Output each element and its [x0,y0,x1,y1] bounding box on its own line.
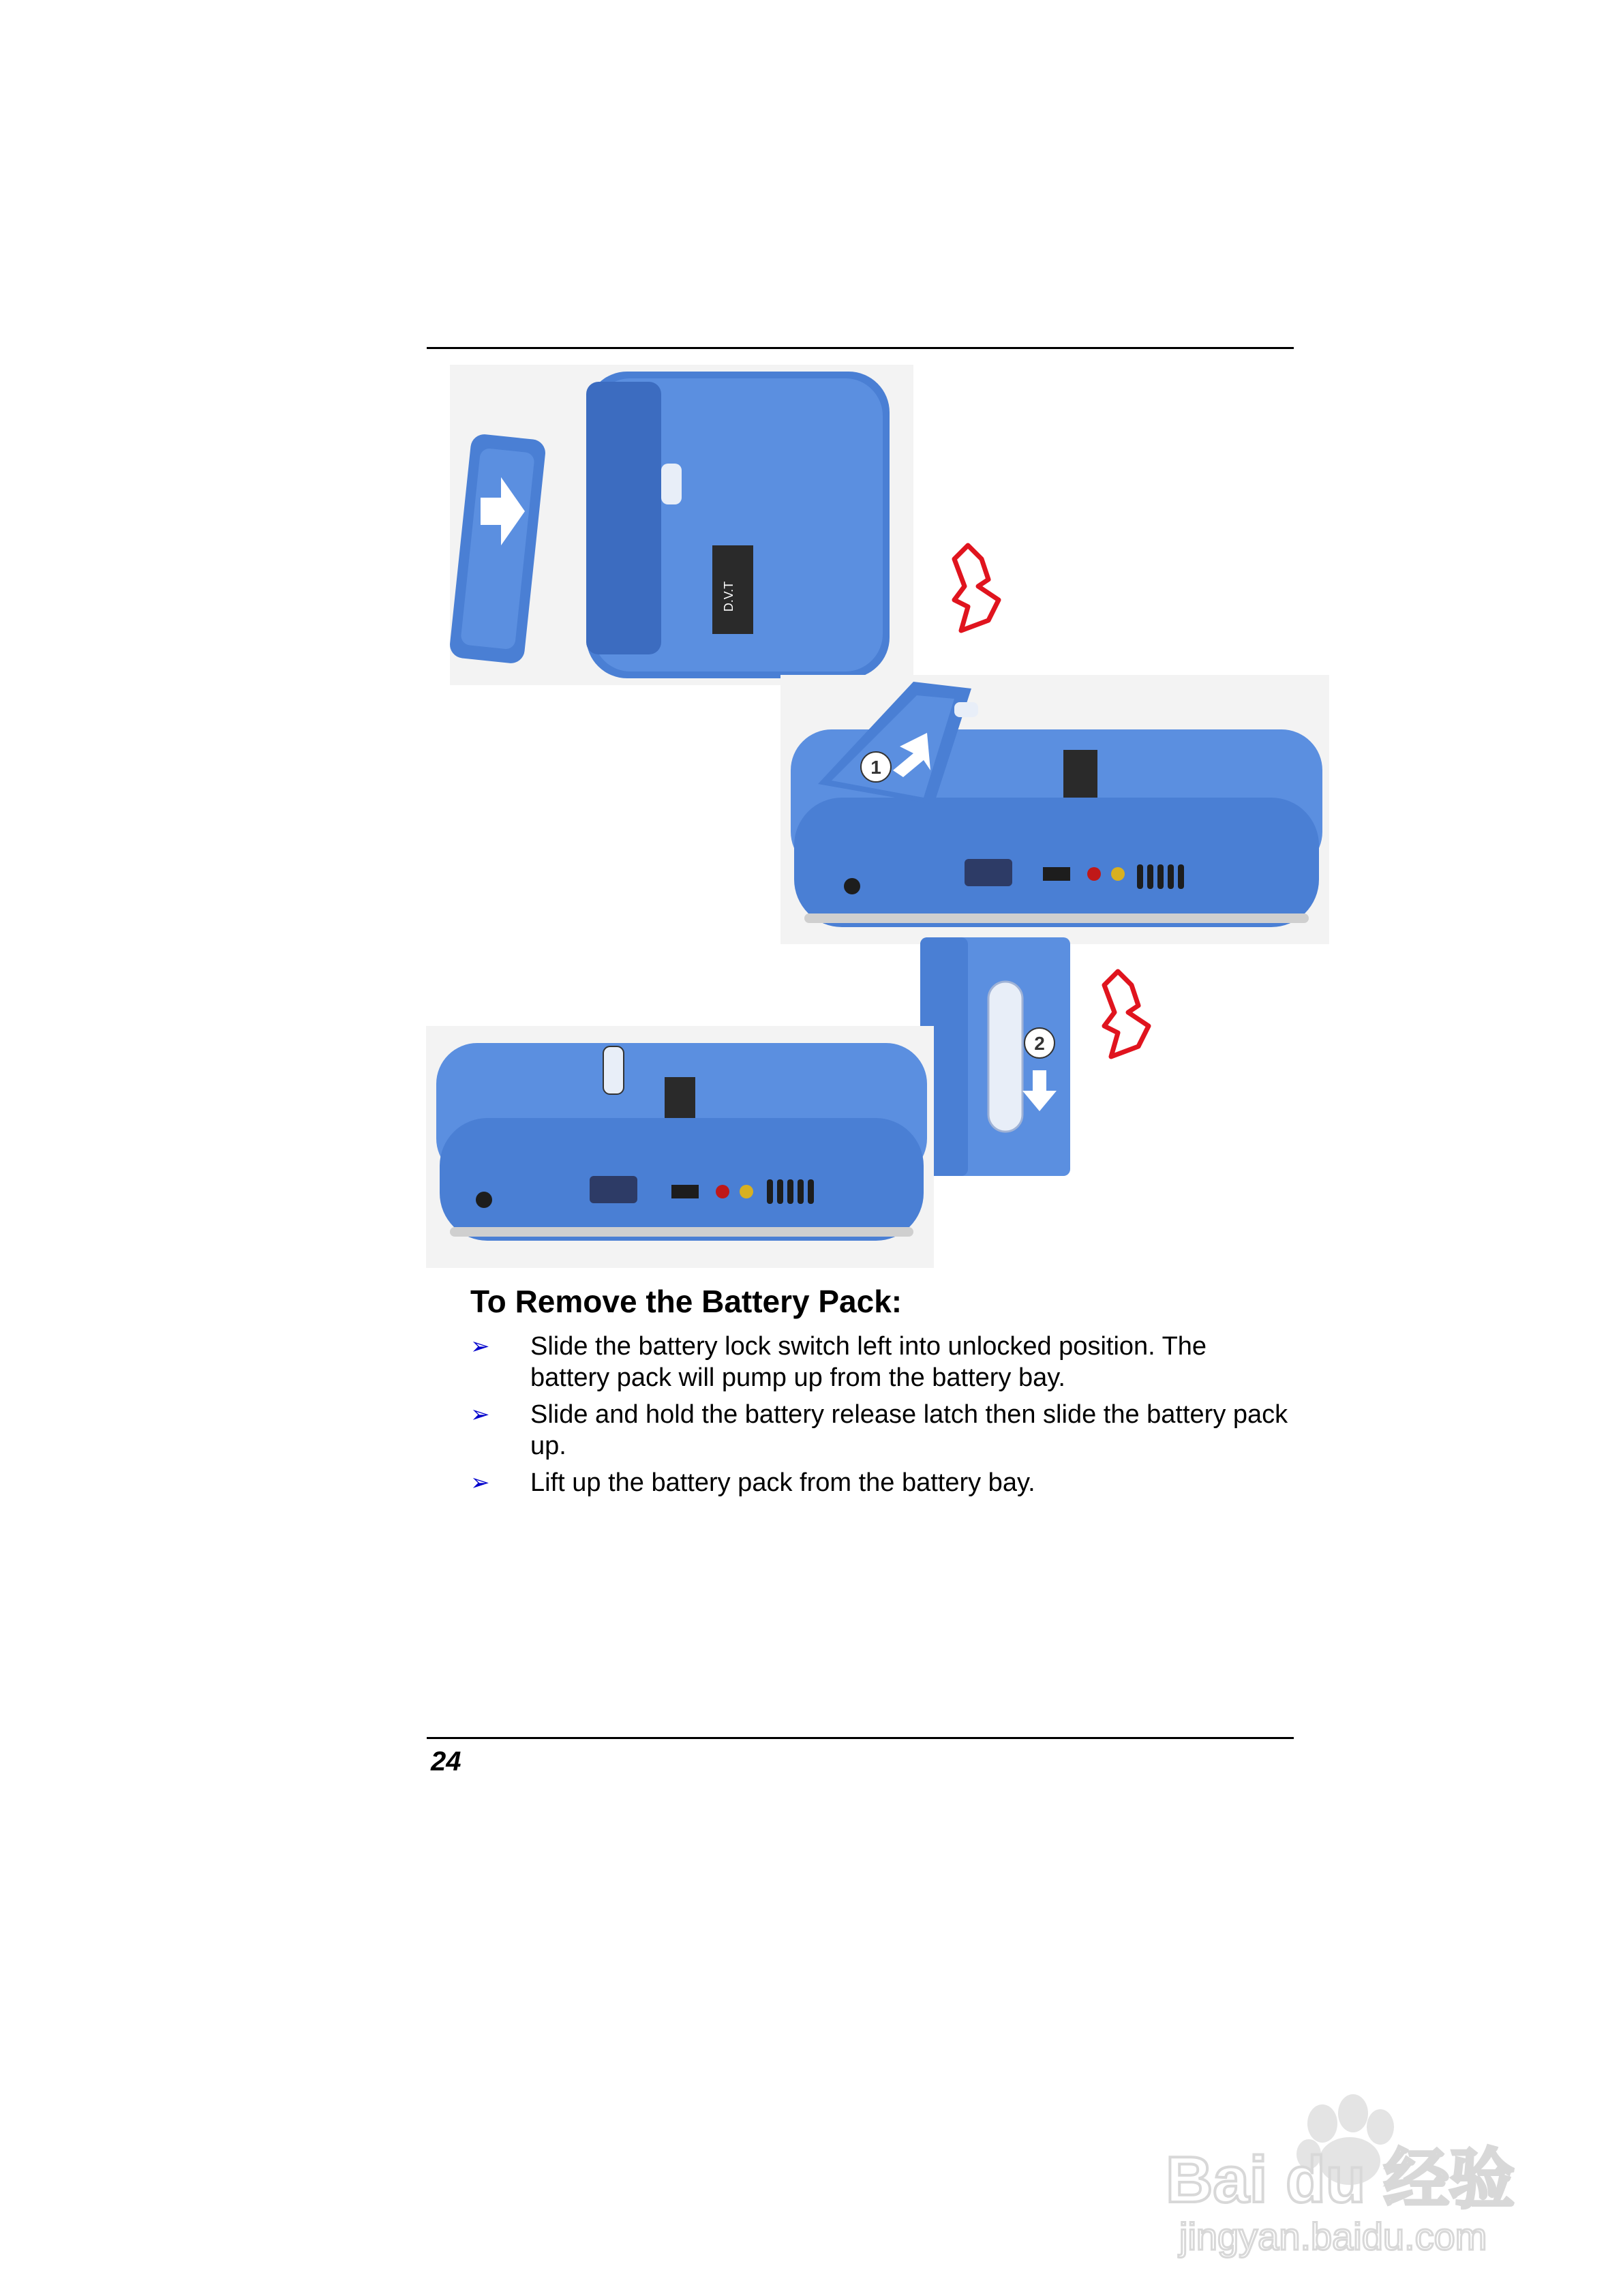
red-arrow-2 [1104,971,1149,1057]
laptop-side-view-step1 [780,675,1329,944]
dvt-label: D.V.T [722,581,735,612]
arrow-bullet-icon: ➢ [470,1333,490,1359]
bottom-rule [427,1737,1294,1739]
red-arrow-1 [954,545,999,631]
step-1-number: 1 [870,757,881,778]
step-text: Lift up the battery pack from the battery bay. [530,1468,1035,1497]
arrow-bullet-icon: ➢ [470,1402,490,1428]
watermark-brand: Bai du 经验 [1166,2143,1515,2216]
laptop-side-view-step2 [426,1026,934,1268]
battery-removal-figure [423,361,1336,1268]
list-item [470,1399,1288,1462]
laptop-bottom-view [449,365,913,685]
top-rule [427,347,1294,349]
arrow-bullet-icon: ➢ [470,1470,490,1496]
step-text: Slide and hold the battery release latch then slide the battery pack up. [530,1400,1288,1460]
latch-zoom-panel [920,937,1070,1176]
step-text: Slide the battery lock switch left into unlocked position. The battery pack will pump up from the battery bay. [530,1332,1207,1392]
baidu-watermark [1152,2059,1561,2263]
list-item [470,1467,1288,1498]
page-number: 24 [431,1747,461,1777]
watermark-url: jingyan.baidu.com [1179,2215,1487,2258]
section-heading: To Remove the Battery Pack: [470,1284,902,1319]
step-2-number: 2 [1034,1033,1045,1054]
steps-list [470,1331,1288,1504]
list-item [470,1331,1288,1393]
battery-illustration [423,361,1336,1268]
